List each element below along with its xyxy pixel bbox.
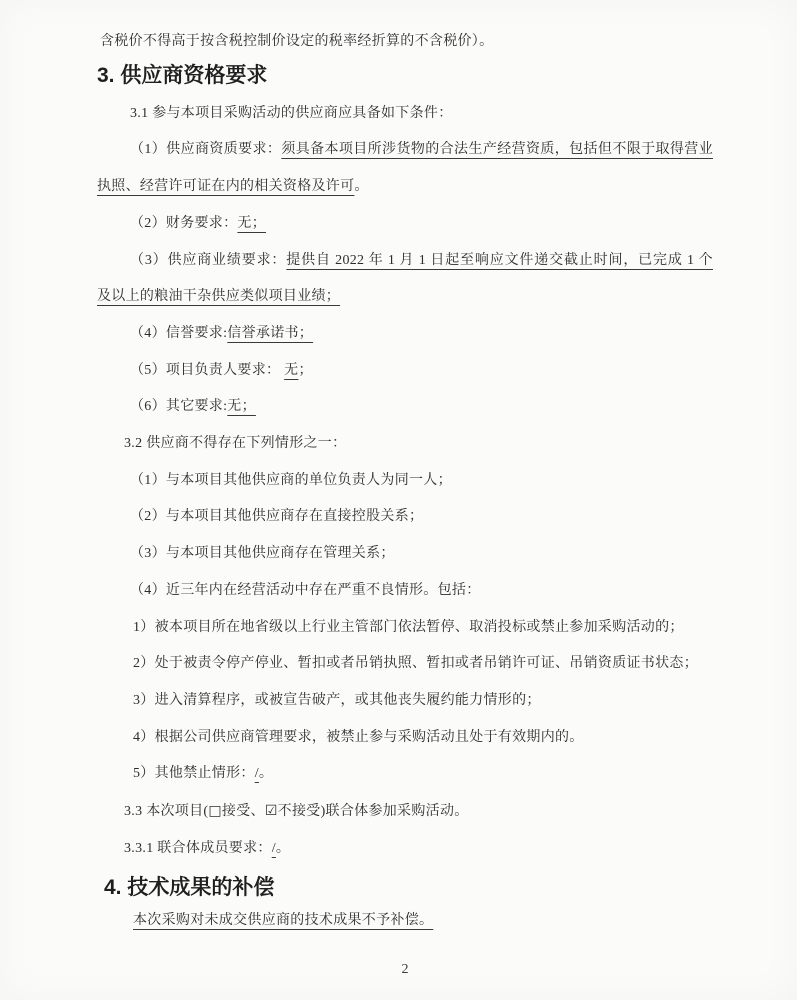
- clause-3-3-prefix: 3.3 本次项目(: [124, 804, 209, 820]
- item-6-underlined-text: 无；: [227, 399, 256, 415]
- item-1-underlined-text-cont: 执照、经营许可证在内的相关资格及许可: [97, 179, 355, 195]
- clause-3-3-suffix: )联合体参加采购活动。: [320, 804, 469, 820]
- checkbox-unchecked-icon: □: [208, 803, 222, 820]
- clause-3-3-1-tail: 。: [275, 840, 291, 856]
- clause-3-3-1-slash: /: [271, 840, 276, 856]
- clause-3-2-subitem-4: 4）根据公司供应商管理要求，被禁止参与采购活动且处于有效期内的。: [133, 729, 584, 745]
- clause-3-1-item-6: [97, 389, 713, 426]
- clause-3-2-subitem-3: 3）进入清算程序，或被宣告破产，或其他丧失履约能力情形的；: [133, 692, 541, 708]
- clause-3-1-item-4: [97, 316, 713, 353]
- item-1-label: （1）供应商资质要求：: [130, 142, 282, 158]
- item-2-underlined-text: 无；: [237, 215, 267, 231]
- item-1-tail: 。: [354, 179, 369, 195]
- section-3-heading: 3. 供应商资格要求: [97, 63, 268, 87]
- clause-3-2-item-3: （3）与本项目其他供应商存在管理关系；: [130, 546, 395, 562]
- item-5-tail: ；: [298, 362, 313, 378]
- clause-3-1-item-1-line-2: [97, 169, 713, 206]
- item-4-label: （4）信誉要求:: [130, 325, 228, 341]
- section-4-heading: 4. 技术成果的补偿: [104, 876, 275, 900]
- item-3-underlined-text-cont: 及以上的粮油干杂供应类似项目业绩；: [97, 289, 341, 305]
- item-5-label: （5）项目负责人要求：: [130, 362, 281, 378]
- clause-3-2-subitem-1: 1）被本项目所在地省级以上行业主管部门依法暂停、取消投标或禁止参加采购活动的；: [133, 619, 684, 635]
- clause-3-1-item-5: [97, 353, 713, 390]
- clause-3-2-item-2: （2）与本项目其他供应商存在直接控股关系；: [130, 509, 424, 525]
- subitem-5-slash: /: [254, 766, 259, 782]
- clause-3-1-title: 3.1 参与本项目采购活动的供应商应具备如下条件：: [130, 105, 453, 121]
- clause-3-2-subitem-2: 2）处于被责令停产停业、暂扣或者吊销执照、暂扣或者吊销许可证、吊销资质证书状态；: [133, 656, 698, 672]
- item-3-label: （3）供应商业绩要求：: [130, 252, 287, 268]
- clause-3-1-item-2: [97, 206, 713, 243]
- clause-3-2-title: 3.2 供应商不得存在下列情形之一：: [124, 436, 347, 452]
- clause-3-1-item-1-line-1: [97, 132, 713, 169]
- clause-3-2-item-1: （1）与本项目其他供应商的单位负责人为同一人；: [130, 472, 452, 488]
- item-4-underlined-text: 信誉承诺书；: [227, 325, 314, 341]
- page-number: 2: [401, 962, 409, 978]
- clause-3-2-subitem-5: [97, 756, 713, 793]
- clause-3-1-item-3-line-1: [97, 243, 713, 280]
- item-2-label: （2）财务要求：: [130, 215, 238, 231]
- subitem-5-label: 5）其他禁止情形：: [133, 766, 255, 782]
- checkbox-checked-icon: ☑: [264, 803, 278, 820]
- item-6-label: （6）其它要求:: [130, 399, 228, 415]
- section-4-body: [97, 903, 713, 940]
- subitem-5-tail: 。: [258, 766, 274, 782]
- clause-3-3-1: [97, 831, 713, 868]
- document-content: [97, 24, 713, 978]
- clause-3-1-item-3-line-2: [97, 279, 713, 316]
- reject-label: 不接受: [277, 804, 321, 820]
- intro-line: 含税价不得高于按含税控制价设定的税率经折算的不含税价）。: [100, 34, 494, 49]
- accept-label: 接受、: [221, 804, 265, 820]
- item-3-underlined-text: 提供自 2022 年 1 月 1 日起至响应文件递交截止时间，已完成 1 个: [286, 252, 713, 268]
- clause-3-2-item-4: （4）近三年内在经营活动中存在严重不良情形。包括：: [130, 582, 481, 598]
- item-1-underlined-text: 须具备本项目所涉货物的合法生产经营资质，包括但不限于取得营业: [281, 142, 713, 158]
- item-5-underlined-text: 无: [284, 362, 299, 378]
- clause-3-3: [97, 793, 713, 831]
- section-4-underlined-text: 本次采购对未成交供应商的技术成果不予补偿。: [133, 913, 434, 929]
- clause-3-3-1-label: 3.3.1 联合体成员要求：: [124, 840, 272, 856]
